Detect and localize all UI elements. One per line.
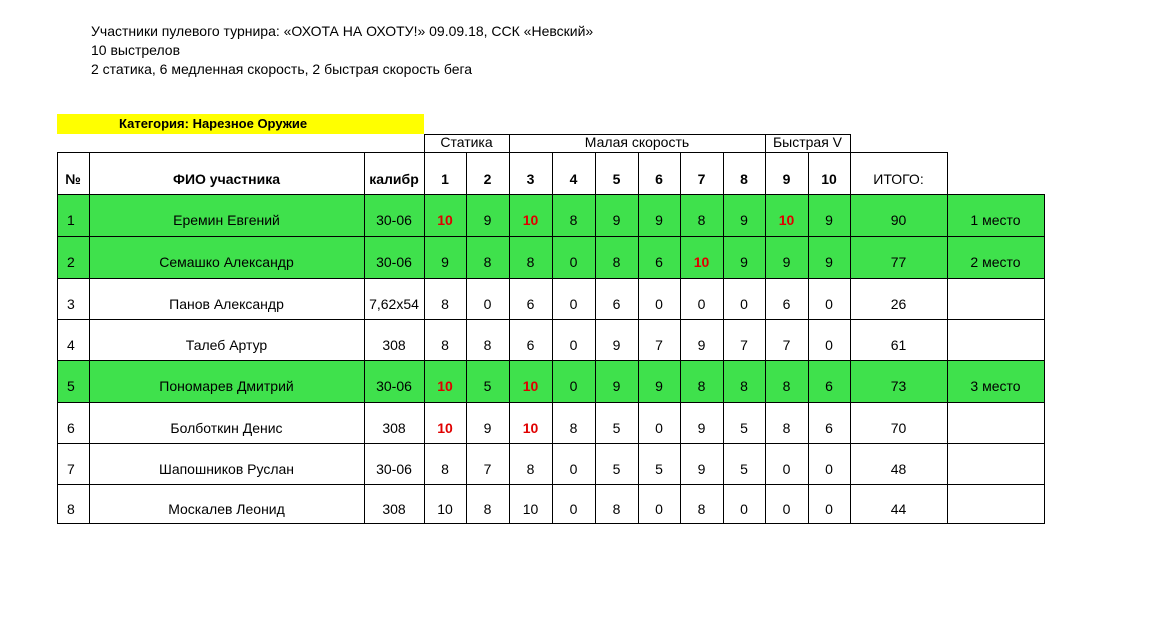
participant-name: Пономарев Дмитрий [159, 378, 294, 394]
shot-score: 5 [655, 460, 663, 477]
participant-name: Болботкин Денис [170, 419, 283, 436]
shot-score: 8 [483, 254, 492, 270]
shot-score: 7 [483, 460, 492, 477]
shot-score: 10 [522, 419, 539, 436]
column-header-shot: 3 [526, 171, 535, 187]
caliber-value: 30-06 [376, 378, 412, 394]
shot-score: 10 [778, 212, 795, 228]
column-header-shot: 8 [740, 171, 748, 187]
total-score: 61 [890, 336, 907, 353]
place-label: 1 место [970, 212, 1021, 228]
place-label: 2 место [970, 254, 1021, 270]
shot-score: 0 [569, 378, 578, 394]
shot-score: 8 [569, 419, 578, 436]
shots-description: 2 статика, 6 медленная скорость, 2 быстрая скорость бега [91, 61, 473, 77]
shot-score: 5 [612, 460, 621, 477]
column-header-shot: 7 [697, 171, 706, 187]
shot-score: 10 [437, 500, 453, 517]
participant-name: Талеб Артур [185, 336, 268, 353]
shot-score: 6 [825, 378, 833, 394]
column-header-shot: 6 [655, 171, 663, 187]
place-label [947, 288, 1044, 319]
participant-name: Москалев Леонид [168, 500, 285, 517]
row-border [57, 523, 1045, 524]
row-number: 6 [67, 419, 75, 436]
shot-score: 0 [569, 460, 578, 477]
shot-score: 8 [483, 336, 492, 353]
shot-score: 9 [612, 336, 621, 353]
shot-score: 0 [825, 295, 833, 312]
shot-score: 9 [612, 378, 621, 394]
shot-score: 9 [697, 419, 706, 436]
shot-score: 8 [697, 212, 706, 228]
group-divider [850, 134, 851, 152]
shot-score: 0 [655, 500, 663, 517]
place-label [947, 453, 1044, 484]
shot-score: 0 [697, 295, 706, 312]
shot-score: 8 [612, 500, 621, 517]
column-header-shot: 5 [612, 171, 621, 187]
shot-score: 8 [441, 460, 449, 477]
column-border [1044, 194, 1045, 524]
shot-score: 0 [782, 500, 791, 517]
row-border [57, 319, 1045, 320]
row-border [57, 194, 1045, 195]
row-border [57, 278, 1045, 279]
column-header-total: ИТОГО: [873, 171, 924, 187]
participant-name: Панов Александр [169, 295, 284, 312]
place-label [947, 494, 1044, 523]
total-score: 26 [890, 295, 907, 312]
column-header-caliber: калибр [369, 171, 419, 187]
shot-score: 10 [522, 500, 539, 517]
row-number: 5 [67, 378, 75, 394]
shot-score: 0 [655, 419, 663, 436]
column-header-number: № [65, 171, 81, 187]
shot-score: 10 [437, 212, 453, 228]
shot-score: 8 [526, 460, 535, 477]
shot-score: 9 [655, 378, 663, 394]
caliber-value: 30-06 [376, 460, 412, 477]
shot-score: 9 [655, 212, 663, 228]
shot-score: 0 [569, 336, 578, 353]
row-border [57, 484, 1045, 485]
participant-name: Семашко Александр [159, 254, 294, 270]
shot-score: 0 [569, 500, 578, 517]
place-label [947, 329, 1044, 360]
shot-score: 0 [782, 460, 791, 477]
shot-score: 6 [526, 336, 535, 353]
shot-score: 0 [825, 460, 833, 477]
column-header-shot: 9 [782, 171, 791, 187]
place-label [947, 412, 1044, 443]
shot-score: 10 [693, 254, 710, 270]
row-border [57, 443, 1045, 444]
shot-score: 6 [655, 254, 663, 270]
shot-score: 6 [782, 295, 791, 312]
shot-score: 8 [612, 254, 621, 270]
row-number: 2 [67, 254, 75, 270]
caliber-value: 30-06 [376, 212, 412, 228]
caliber-value: 308 [382, 500, 406, 517]
shot-score: 0 [569, 254, 578, 270]
shot-score: 10 [437, 419, 453, 436]
shot-score: 9 [740, 254, 748, 270]
shot-score: 6 [612, 295, 621, 312]
shot-score: 9 [782, 254, 791, 270]
total-score: 48 [890, 460, 907, 477]
total-score: 90 [890, 212, 907, 228]
total-score: 77 [890, 254, 907, 270]
shot-score: 7 [655, 336, 663, 353]
caliber-value: 30-06 [376, 254, 412, 270]
shot-score: 9 [483, 212, 492, 228]
shot-score: 7 [740, 336, 748, 353]
shot-score: 6 [526, 295, 535, 312]
shot-score: 0 [740, 500, 748, 517]
column-header-shot: 1 [441, 171, 449, 187]
row-number: 7 [67, 460, 75, 477]
category-label: Категория: Нарезное Оружие [57, 114, 424, 134]
shot-score: 8 [483, 500, 492, 517]
shot-score: 0 [740, 295, 748, 312]
shot-score: 8 [740, 378, 748, 394]
group-header: Малая скорость [584, 134, 690, 150]
total-score: 70 [890, 419, 907, 436]
row-number: 1 [67, 212, 75, 228]
shot-score: 8 [697, 378, 706, 394]
shot-score: 5 [740, 460, 748, 477]
column-header-shot: 4 [569, 171, 578, 187]
row-number: 3 [67, 295, 75, 312]
shot-score: 8 [441, 336, 449, 353]
shot-score: 8 [697, 500, 706, 517]
total-score: 73 [890, 378, 907, 394]
shot-score: 9 [483, 419, 492, 436]
row-number: 4 [67, 336, 75, 353]
shot-score: 0 [483, 295, 492, 312]
shot-score: 6 [825, 419, 833, 436]
table-top-border [57, 152, 947, 153]
shot-score: 5 [740, 419, 748, 436]
caliber-value: 308 [382, 419, 406, 436]
place-label: 3 место [970, 378, 1021, 394]
shot-score: 0 [655, 295, 663, 312]
shot-score: 7 [782, 336, 791, 353]
tournament-title: Участники пулевого турнира: «ОХОТА НА ОХОТУ!» 09.09.18, ССК «Невский» [91, 23, 594, 39]
shot-score: 9 [697, 336, 706, 353]
group-header: Быстрая V [772, 134, 843, 150]
row-border [57, 236, 1045, 237]
shot-score: 10 [522, 378, 539, 394]
shot-score: 5 [483, 378, 492, 394]
column-header-shot: 10 [821, 171, 837, 187]
shot-score: 9 [697, 460, 706, 477]
shot-score: 9 [612, 212, 621, 228]
shot-score: 9 [825, 212, 833, 228]
shot-score: 0 [825, 336, 833, 353]
shot-score: 10 [522, 212, 539, 228]
participant-name: Шапошников Руслан [158, 460, 295, 477]
shot-score: 10 [437, 378, 453, 394]
participant-name: Еремин Евгений [173, 212, 280, 228]
row-number: 8 [67, 500, 75, 517]
row-border [57, 360, 1045, 361]
shot-score: 8 [782, 378, 791, 394]
shots-count: 10 выстрелов [91, 42, 181, 58]
shot-score: 0 [569, 295, 578, 312]
column-header-name: ФИО участника [173, 171, 280, 187]
group-header: Статика [440, 134, 493, 150]
shot-score: 5 [612, 419, 621, 436]
shot-score: 0 [825, 500, 833, 517]
shot-score: 8 [441, 295, 449, 312]
shot-score: 9 [441, 254, 449, 270]
shot-score: 8 [569, 212, 578, 228]
shot-score: 8 [782, 419, 791, 436]
column-header-shot: 2 [483, 171, 492, 187]
shot-score: 9 [825, 254, 833, 270]
caliber-value: 7,62x54 [369, 295, 419, 312]
row-border [57, 402, 1045, 403]
shot-score: 8 [526, 254, 535, 270]
shot-score: 9 [740, 212, 748, 228]
caliber-value: 308 [382, 336, 406, 353]
total-score: 44 [890, 500, 907, 517]
